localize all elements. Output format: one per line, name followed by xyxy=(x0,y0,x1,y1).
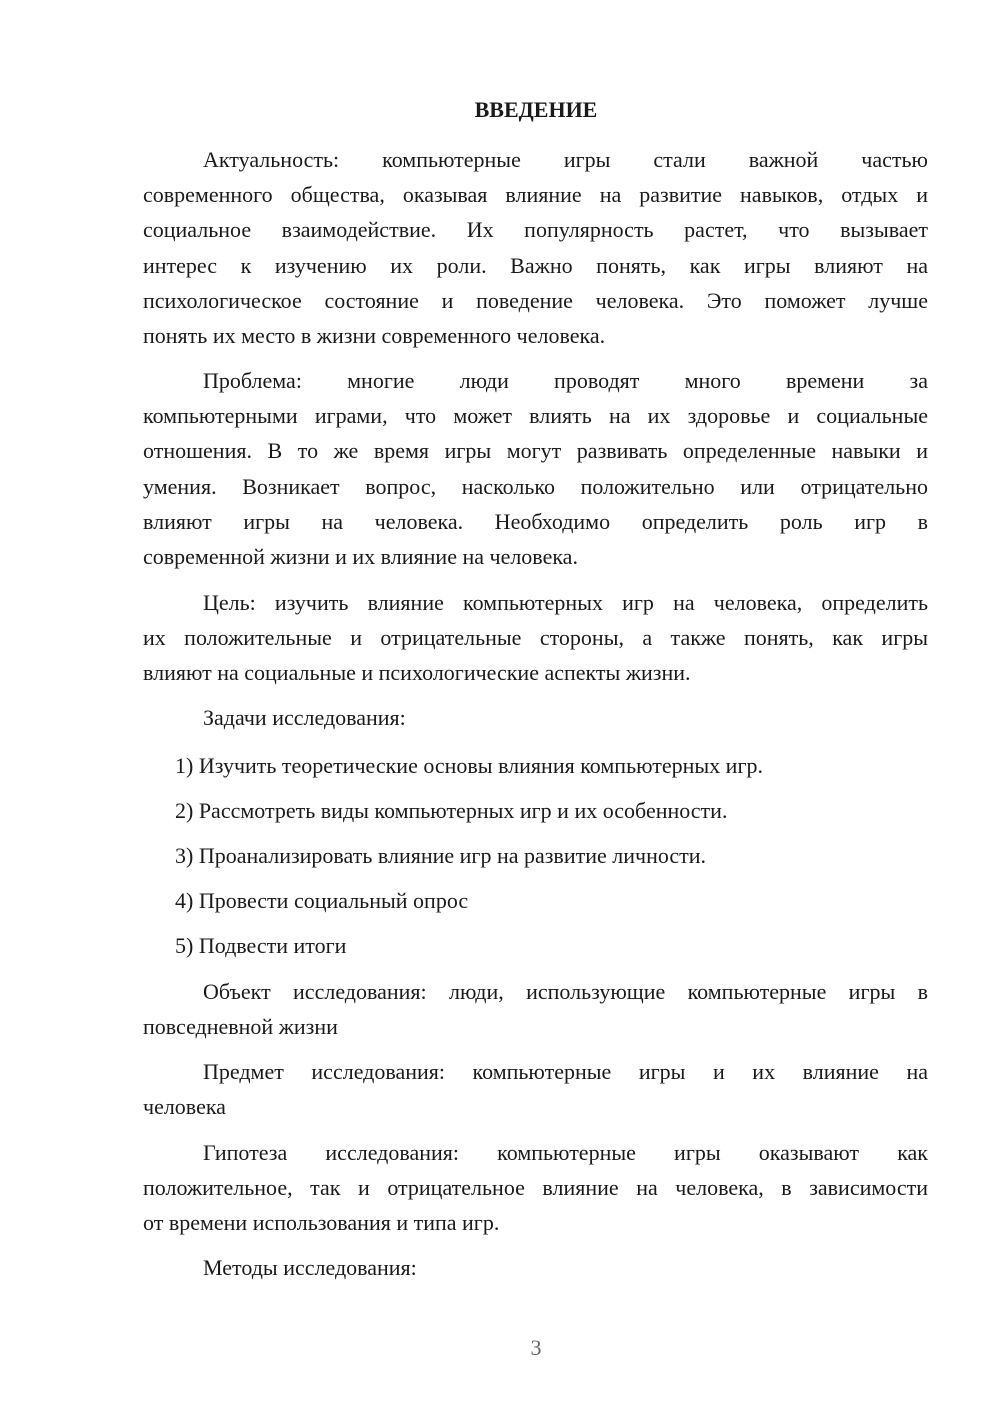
paragraph-subject xyxy=(143,1054,928,1124)
text-line: Проблема: многие люди проводят много времени за xyxy=(203,368,928,393)
paragraph-tasks-heading xyxy=(143,700,928,735)
paragraph-relevance xyxy=(143,142,928,353)
paragraph-goal xyxy=(143,585,928,691)
text-line: их положительные и отрицательные стороны, а также понять, как игры xyxy=(143,625,928,651)
text-line: компьютерными играми, что может влиять на их здоровье и социальные xyxy=(143,403,928,429)
page-number: 3 xyxy=(530,1335,542,1360)
text-line: современного общества, оказывая влияние на развитие навыков, отдых и xyxy=(143,182,928,208)
text-line: современной жизни и их влияние на человека. xyxy=(143,543,578,569)
text-line: Объект исследования: люди, использующие компьютерные игры в xyxy=(203,979,928,1004)
task-item: 3) Проанализировать влияние игр на развитие личности. xyxy=(175,843,707,868)
text-line: Актуальность: компьютерные игры стали важной частью xyxy=(203,147,928,172)
text-line: положительное, так и отрицательное влияние на человека, в зависимости xyxy=(143,1175,928,1201)
paragraph-hypothesis xyxy=(143,1135,928,1241)
text-line: человека xyxy=(143,1094,226,1120)
text-line: психологическое состояние и поведение человека. Это поможет лучше xyxy=(143,287,928,313)
text-line: интерес к изучению их роли. Важно понять, как игры влияют на xyxy=(143,252,928,278)
text-line: Задачи исследования: xyxy=(203,705,406,730)
text-line: от времени использования и типа игр. xyxy=(143,1210,500,1236)
text-line: влияют игры на человека. Необходимо определить роль игр в xyxy=(143,508,928,534)
page-title: ВВЕДЕНИЕ xyxy=(474,97,598,122)
task-item: 1) Изучить теоретические основы влияния компьютерных игр. xyxy=(175,753,763,778)
text-line: умения. Возникает вопрос, насколько положительно или отрицательно xyxy=(143,473,928,499)
text-line: Гипотеза исследования: компьютерные игры оказывают как xyxy=(203,1140,928,1165)
task-item: 5) Подвести итоги xyxy=(175,933,347,958)
paragraph-problem xyxy=(143,363,928,574)
text-line: влияют на социальные и психологические аспекты жизни. xyxy=(143,660,691,686)
paragraph-object xyxy=(143,974,928,1044)
task-item: 2) Рассмотреть виды компьютерных игр и их особенности. xyxy=(175,798,728,823)
text-line: отношения. В то же время игры могут развивать определенные навыки и xyxy=(143,438,928,464)
text-line: Цель: изучить влияние компьютерных игр на человека, определить xyxy=(203,590,928,615)
text-line: Методы исследования: xyxy=(203,1255,417,1280)
text-line: социальное взаимодействие. Их популярность растет, что вызывает xyxy=(143,217,928,243)
task-item: 4) Провести социальный опрос xyxy=(175,888,469,913)
text-line: Предмет исследования: компьютерные игры и их влияние на xyxy=(203,1059,928,1084)
text-line: понять их место в жизни современного человека. xyxy=(143,322,606,348)
paragraph-methods-heading xyxy=(143,1250,928,1285)
text-line: повседневной жизни xyxy=(143,1014,338,1040)
